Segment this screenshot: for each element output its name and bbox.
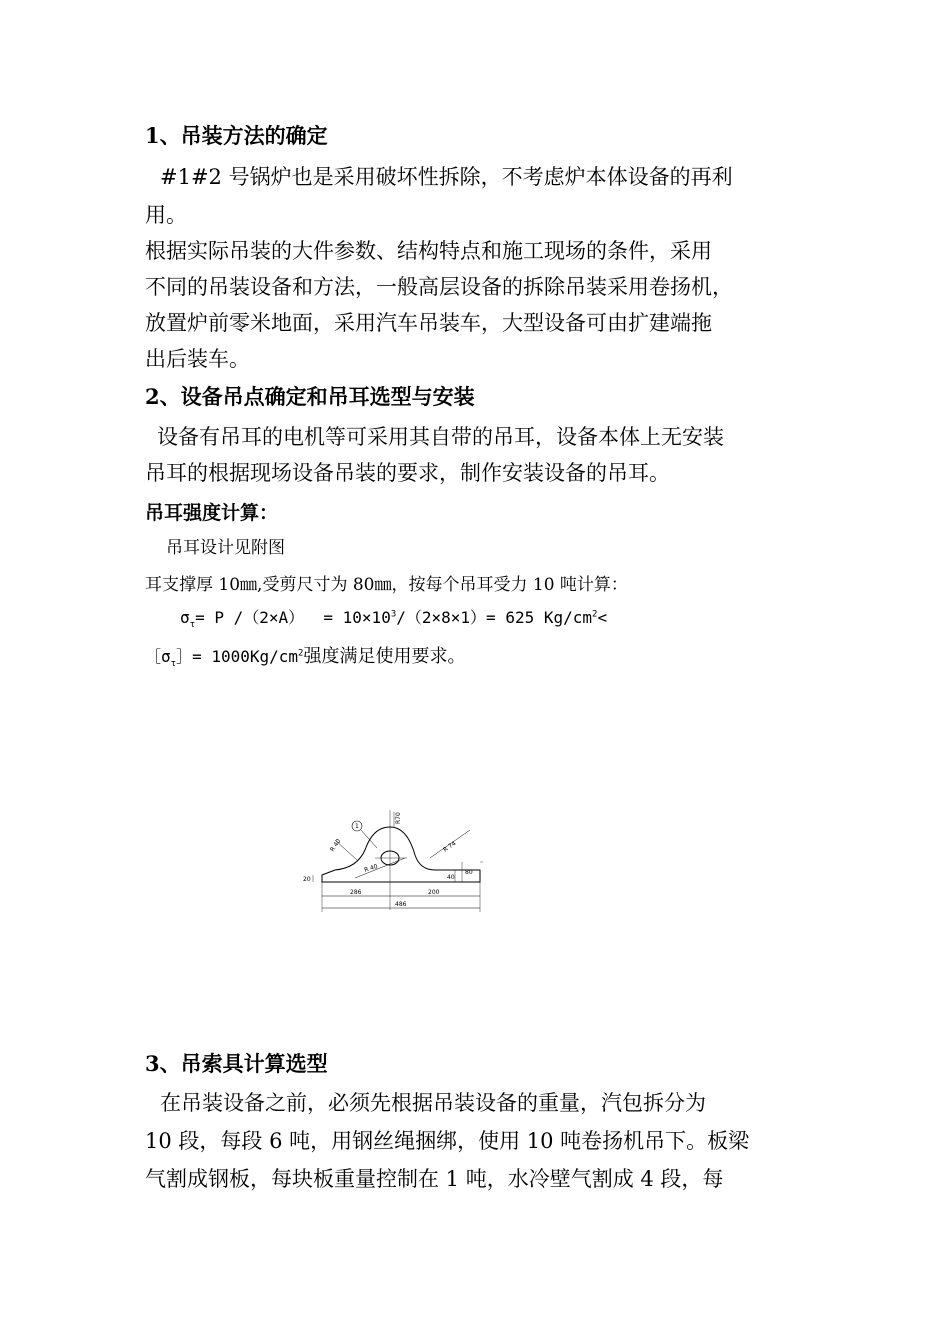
tau-subscript: τ — [189, 620, 196, 631]
formula-body: = P /（2×A） = 10×10 — [195, 608, 391, 627]
stress-formula-line2 — [145, 645, 465, 669]
exponent-2: 2 — [592, 609, 598, 620]
hole-label: R 40 — [363, 863, 379, 874]
sigma-symbol: σ — [180, 608, 190, 627]
section1-para2-line3: 放置炉前零米地面，采用汽车吊装车，大型设备可由扩建端拖 — [145, 311, 712, 335]
left-height-label: 20 — [303, 876, 311, 883]
lug-outline — [322, 827, 480, 882]
section2-para-line1: 设备有吊耳的电机等可采用其自带的吊耳，设备本体上无安装 — [157, 425, 724, 449]
dim-left-label: 286 — [350, 889, 362, 896]
section1-heading: 1、吊装方法的确定 — [145, 123, 328, 148]
section1-para1-line1: #1#2 号锅炉也是采用破坏性拆除，不考虑炉本体设备的再利 — [160, 165, 733, 189]
tau-subscript-2: τ — [170, 659, 177, 670]
conclusion-text: 强度满足使用要求。 — [303, 646, 466, 667]
exponent-3: 3 — [390, 609, 397, 620]
top-dim-label: R70 — [395, 812, 402, 824]
section1-para1-line2: 用。 — [145, 203, 187, 227]
left-slope-label: R 40 — [328, 837, 343, 854]
dim-total-label: 486 — [395, 901, 407, 908]
section3-para-line1: 在吊装设备之前，必须先根据吊装设备的重量，汽包拆分为 — [160, 1091, 706, 1115]
strength-calc-subheading: 吊耳强度计算： — [145, 502, 279, 524]
exponent-2-b: 2 — [298, 648, 304, 659]
allowable-value: ］= 1000Kg/cm — [176, 647, 299, 666]
right-slope-label: R 74 — [442, 840, 458, 854]
calc-intro: 耳支撑厚 10㎜,受剪尺寸为 80㎜，按每个吊耳受力 10 吨计算： — [145, 575, 628, 595]
section3-heading: 3、吊索具计算选型 — [145, 1051, 328, 1076]
hole-leader — [355, 858, 405, 878]
dim-right-label: 200 — [428, 889, 440, 896]
section1-para2-line2: 不同的吊装设备和方法，一般高层设备的拆除吊装采用卷扬机， — [145, 275, 733, 299]
design-note: 吊耳设计见附图 — [166, 538, 285, 558]
section1-para2-line4: 出后装车。 — [145, 347, 250, 371]
section2-heading: 2、设备吊点确定和吊耳选型与安装 — [145, 384, 475, 409]
callout-label: 1 — [355, 823, 359, 830]
section3-para-line2: 10 段，每段 6 吨，用钢丝绳捆绑，使用 10 吨卷扬机吊下。板梁 — [145, 1129, 750, 1153]
allowable-sigma: ［σ — [145, 647, 171, 666]
section2-para-line2: 吊耳的根据现场设备吊装的要求，制作安装设备的吊耳。 — [145, 461, 670, 485]
hole-offset-label: 40 — [447, 874, 455, 881]
right-height-label: 80 — [465, 869, 473, 876]
lifting-lug-drawing — [295, 800, 515, 930]
less-than-sign: < — [597, 608, 608, 627]
stress-formula-line1 — [180, 606, 607, 630]
formula-result: /（2×8×1）= 625 Kg/cm — [396, 608, 593, 627]
section3-para-line3: 气割成钢板，每块板重量控制在 1 吨，水冷壁气割成 4 段，每 — [145, 1167, 724, 1191]
section1-para2-line1: 根据实际吊装的大件参数、结构特点和施工现场的条件，采用 — [145, 239, 712, 263]
